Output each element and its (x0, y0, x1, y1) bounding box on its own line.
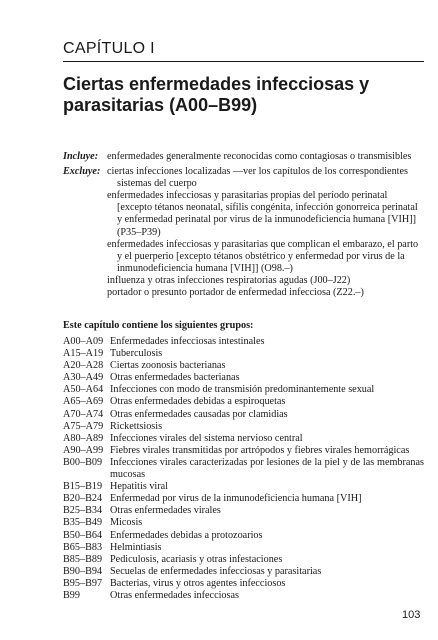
group-description: Enfermedad por virus de la inmunodeficiencia humana [VIH] (110, 493, 362, 505)
group-row (63, 481, 424, 493)
group-row (63, 433, 424, 445)
chapter-title: Ciertas enfermedades infecciosas y parasitarias (A00–B99) (63, 74, 370, 115)
group-row (63, 554, 424, 566)
group-description: Helmintiasis (110, 541, 162, 553)
group-code: B90–B94 (63, 565, 103, 577)
group-code: A65–A69 (63, 396, 104, 408)
excludes-item: influenza y otras infecciones respiratorias agudas (J00–J22) (107, 274, 351, 286)
group-description: Infecciones virales caracterizadas por lesiones de la piel y de las membranas mucosas (110, 456, 424, 481)
group-code: B15–B19 (63, 481, 103, 493)
group-code: B25–B34 (63, 505, 103, 517)
includes-text: enfermedades generalmente reconocidas como contagiosas o transmisibles (107, 151, 412, 162)
group-description: Enfermedades debidas a protozoarios (110, 529, 263, 541)
group-row (63, 530, 424, 542)
group-description: Rickettsiosis (110, 420, 163, 432)
group-row (63, 578, 424, 590)
group-code: A00–A09 (63, 336, 104, 347)
group-description: Otras enfermedades virales (110, 505, 221, 517)
group-description: Bacterias, virus y otros agentes infecciosos (110, 577, 286, 589)
chapter-divider (63, 61, 424, 62)
group-description: Ciertas zoonosis bacterianas (110, 360, 226, 372)
group-code: A30–A49 (63, 372, 104, 384)
group-code: A50–A64 (63, 384, 104, 396)
group-code: B85–B89 (63, 553, 103, 565)
group-description: Otras enfermedades bacterianas (110, 372, 240, 384)
group-code: B99 (63, 589, 80, 601)
group-row (63, 445, 424, 457)
group-row (63, 396, 424, 408)
excludes-item: ciertas infecciones localizadas —ver los capítulos de los correspondientes sistemas del cuerpo (107, 166, 408, 190)
group-description: Tuberculosis (110, 348, 163, 360)
includes-note (63, 151, 424, 163)
group-code: A80–A89 (63, 432, 104, 444)
scope-notes (63, 151, 424, 299)
group-row (63, 493, 424, 505)
group-description: Hepatitis viral (110, 481, 168, 493)
group-description: Otras enfermedades causadas por clamidias (110, 408, 288, 420)
group-code: B95–B97 (63, 577, 103, 589)
group-code: A15–A19 (63, 348, 104, 360)
group-description: Otras enfermedades debidas a espiroquetas (110, 396, 286, 408)
group-row (63, 384, 424, 396)
group-row (63, 457, 424, 481)
group-description: Fiebres virales transmitidas por artrópodos y fiebres virales hemorrágicas (110, 444, 410, 456)
group-row (63, 566, 424, 578)
group-description: Infecciones virales del sistema nervioso central (110, 432, 303, 444)
group-description: Micosis (110, 517, 143, 529)
group-code: B65–B83 (63, 541, 103, 553)
excludes-item: portador o presunto portador de enfermedad infecciosa (Z22.–) (107, 287, 364, 299)
group-code: A75–A79 (63, 420, 104, 432)
group-row (63, 336, 424, 348)
group-code: B20–B24 (63, 493, 103, 505)
group-row (63, 505, 424, 517)
group-row (63, 590, 424, 602)
group-code: B00–B09 (63, 456, 103, 468)
excludes-item: enfermedades infecciosas y parasitarias propias del período perinatal [excepto tétanos neonatal, sífilis congénita, infección gonorreica perinatal y enfermedad perinatal por virus de la inmunodeficiencia humana [VIH]] (P35–P39) (107, 190, 418, 238)
group-code: A90–A99 (63, 444, 104, 456)
groups-list (63, 336, 424, 602)
group-row (63, 348, 424, 360)
group-row (63, 421, 424, 433)
includes-label: Incluye: (63, 151, 99, 162)
group-code: B50–B64 (63, 529, 103, 541)
group-description: Otras enfermedades infecciosas (110, 589, 239, 601)
group-row (63, 542, 424, 554)
group-row (63, 409, 424, 421)
excludes-note (63, 166, 424, 299)
group-code: A70–A74 (63, 408, 104, 420)
group-code: A20–A28 (63, 360, 104, 372)
excludes-item: enfermedades infecciosas y parasitarias que complican el embarazo, el parto y el puerperio [excepto tétanos obstétrico y enfermedad por virus de la inmunodeficiencia humana [VIH]] (O98.–) (107, 238, 419, 274)
groups-heading: Este capítulo contiene los siguientes grupos: (63, 320, 254, 331)
group-row (63, 517, 424, 529)
group-description: Infecciones con modo de transmisión predominantemente sexual (110, 384, 375, 396)
group-row (63, 360, 424, 372)
chapter-label: CAPÍTULO I (63, 40, 155, 57)
group-code: B35–B49 (63, 517, 103, 529)
group-row (63, 372, 424, 384)
group-description: Secuelas de enfermedades infecciosas y parasitarias (110, 565, 322, 577)
excludes-label: Excluye: (63, 166, 101, 178)
page-number: 103 (402, 609, 421, 621)
group-description: Enfermedades infecciosas intestinales (110, 336, 265, 347)
group-description: Pediculosis, acariasis y otras infestaciones (110, 553, 283, 565)
